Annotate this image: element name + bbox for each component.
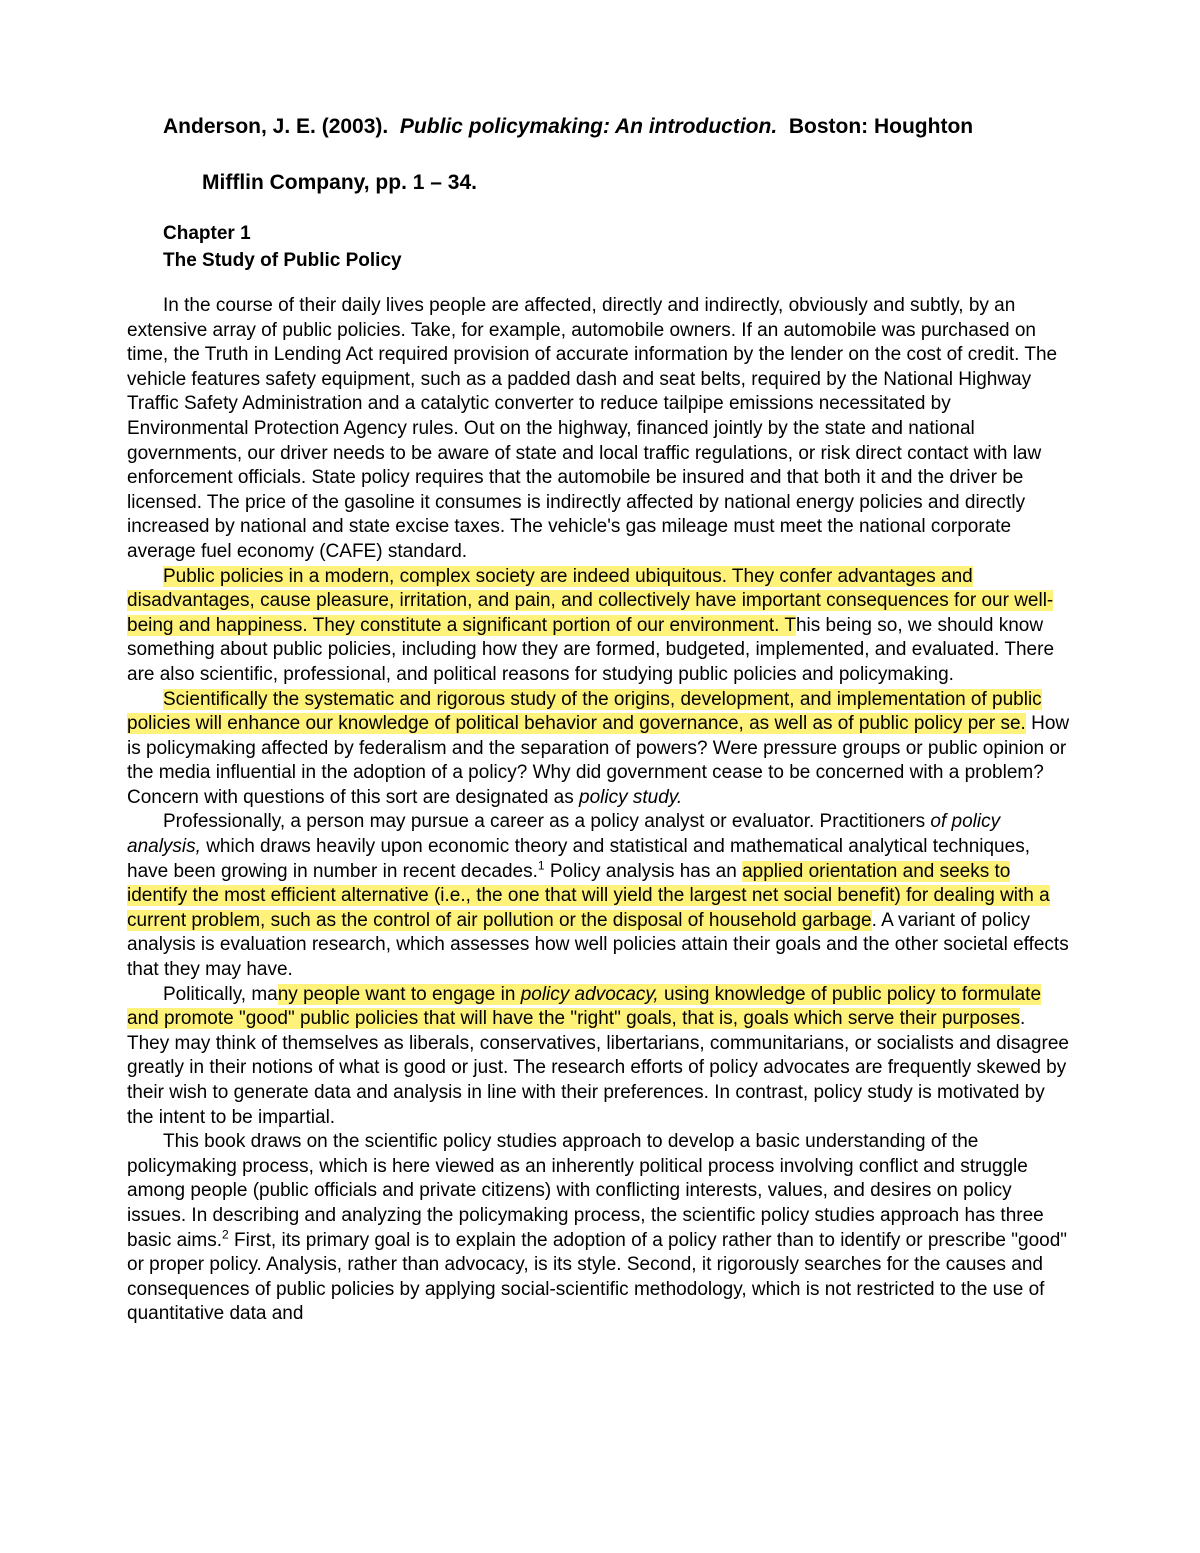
- paragraph-text: Policy analysis has an: [544, 860, 743, 882]
- footnote-ref: 1: [537, 858, 545, 873]
- paragraph-text: In the course of their daily lives people are affected, directly and indirectly, obviously and subtly, by an extensive array of public policies. Take, for example, automobile owners. If an automobile was purchased on time, the Truth in Lending Act required provision of accurate information by the lender on the cost of credit. The vehicle features safety equipment, such as a padded dash and seat belts, required by the National Highway Traffic Safety Administration and a catalytic converter to reduce tailpipe emissions necessitated by Environmental Protection Agency rules. Out on the highway, financed jointly by the state and national governments, our driver needs to be aware of state and local traffic regulations, or risk direct contact with law enforcement officials. State policy requires that the automobile be insured and that both it and the driver be licensed. The price of the gasoline it consumes is indirectly affected by national energy policies and directly increased by national and state excise taxes. The vehicle's gas mileage must meet the national corporate average fuel economy (CAFE) standard.: [127, 295, 1058, 562]
- highlighted-text: Scientifically the systematic and rigorous study of the origins, development, and implementation of public policies will enhance our knowledge of political behavior and governance, as well as of public policy per se.: [127, 688, 1042, 735]
- chapter-title: The Study of Public Policy: [163, 250, 402, 271]
- highlighted-text: applied orientation and seeks to identify the most efficient alternative (i.e., the one that will yield the largest net social benefit) for dealing with a current problem, such as the control of air pollution or the disposal of household garbage: [127, 860, 1050, 931]
- paragraph: [127, 688, 1072, 811]
- paragraph-text: Professionally, a person may pursue a career as a policy analyst or evaluator. Practitioners: [163, 811, 931, 833]
- chapter-heading: [163, 220, 402, 274]
- highlighted-text: Public policies in a modern, complex society are indeed ubiquitous. They confer advantages and disadvantages, cause pleasure, irritation, and pain, and collectively have important consequences for our well-being and happiness. They constitute a significant portion of our environment. T: [127, 565, 1054, 636]
- paragraph-text: his being so, we should know something about public policies, including how they are formed, budgeted, implemented, and evaluated. There are also scientific, professional, and political reasons for studying public policies and policymaking.: [127, 614, 1055, 685]
- citation-book-title: Public policymaking: An introduction.: [399, 115, 778, 138]
- paragraph-text: which draws heavily upon economic theory and statistical and mathematical analytical techniques, have been growing in number in recent decades.: [127, 836, 1030, 882]
- paragraph-text: First, its primary goal is to explain the adoption of a policy rather than to identify or prescribe "good" or proper policy. Analysis, rather than advocacy, is its style. Second, it rigorously searches for the causes and consequences of public policies by applying social-scientific methodology, which is not restricted to the use of quantitative data and: [127, 1229, 1068, 1325]
- paragraph-text: This book draws on the scientific policy studies approach to develop a basic understanding of the policymaking process, which is here viewed as an inherently political process involving conflict and struggle among people (public officials and private citizens) with conflicting interests, values, and desires on policy issues. In describing and analyzing the policymaking process, the scientific policy studies approach has three basic aims.: [127, 1131, 1044, 1251]
- chapter-number: Chapter 1: [163, 223, 251, 244]
- paragraph-text: How is policymaking affected by federalism and the separation of powers? Were pressure groups or public opinion or the media influential in the adoption of a policy? Why did government cease to be concerned with a problem? Concern with questions of this sort are designated as: [127, 713, 1070, 808]
- paragraph: [127, 294, 1072, 565]
- citation: [163, 112, 1123, 194]
- paragraph-text: . They may think of themselves as liberals, conservatives, libertarians, communitarians, or socialists and disagree greatly in their notions of what is good or just. The research efforts of policy advocates are frequently skewed by their wish to generate data and analysis in line with their preferences. In contrast, policy study is motivated by the intent to be impartial.: [127, 1008, 1069, 1128]
- paragraph: [127, 810, 1072, 982]
- paragraph: [127, 983, 1072, 1131]
- citation-publisher: Boston: Houghton: [788, 115, 974, 138]
- italic-term: policy advocacy,: [520, 983, 659, 1005]
- citation-author-year: Anderson, J. E. (2003).: [163, 115, 389, 138]
- citation-line-2: Mifflin Company, pp. 1 – 34.: [202, 171, 477, 194]
- body-text: [127, 294, 1072, 1327]
- italic-term: policy study.: [579, 786, 683, 808]
- paragraph: [127, 565, 1072, 688]
- highlighted-text: ny people want to engage in: [277, 983, 521, 1005]
- paragraph: [127, 1130, 1072, 1327]
- highlighted-text: using knowledge of public policy to formulate and promote "good" public policies that will have the "right" goals, that is, goals which serve their purposes: [127, 983, 1042, 1030]
- paragraph-text: Politically, ma: [163, 983, 278, 1005]
- citation-line-1: [163, 112, 1123, 142]
- footnote-ref: 2: [222, 1227, 229, 1242]
- italic-term: of policy analysis,: [127, 811, 1001, 858]
- paragraph-text: . A variant of policy analysis is evaluation research, which assesses how well policies attain their goals and the other societal effects that they may have.: [127, 909, 1069, 981]
